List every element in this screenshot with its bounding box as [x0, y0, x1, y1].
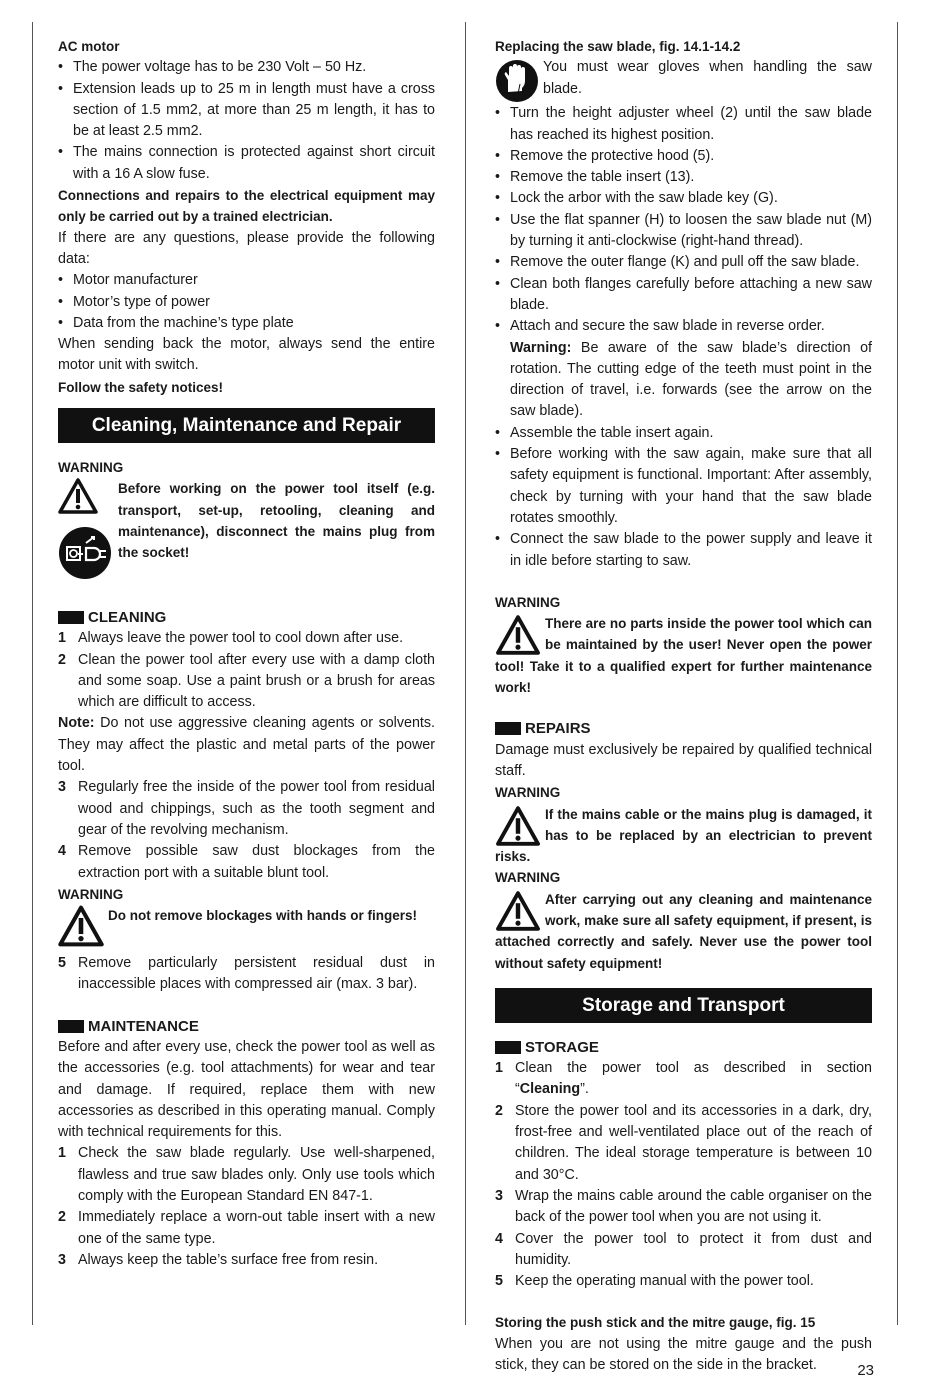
- ac-motor-list: [58, 57, 435, 185]
- cleaning-note: Note: Do not use aggressive cleaning agents or solvents. They may affect the plastic and metal parts of the power tool.: [58, 715, 435, 775]
- questions-intro: If there are any questions, please provide the following data:: [58, 229, 435, 267]
- list-item: • Use the flat spanner (H) to loosen the saw blade nut (M) by turning it anti-clockwise (right-hand thread).: [495, 210, 872, 253]
- unplug-icon: [58, 526, 112, 580]
- list-item: 2 Immediately replace a worn-out table insert with a new one of the same type.: [58, 1209, 435, 1247]
- left-column: [58, 36, 435, 1271]
- right-column: [495, 36, 872, 1376]
- storage-heading: STORAGE: [495, 1037, 872, 1058]
- section-title-cleaning: Cleaning, Maintenance and Repair: [58, 408, 435, 443]
- warning-hands-text: Do not remove blockages with hands or fingers!: [108, 908, 418, 924]
- list-item: 4 Cover the power tool to protect it from dust and humidity.: [495, 1230, 872, 1268]
- repairs-heading: REPAIRS: [495, 718, 872, 739]
- push-stick-text: When you are not using the mitre gauge and the push stick, they can be stored on the side in the bracket.: [495, 1335, 872, 1374]
- follow-safety: Follow the safety notices!: [58, 379, 224, 395]
- list-item: • Assemble the table insert again.: [495, 423, 872, 444]
- ac-motor-heading: AC motor: [58, 39, 120, 54]
- warning-label: WARNING: [58, 886, 124, 902]
- page-number: 23: [857, 1362, 874, 1379]
- list-item: 2 Store the power tool and its accessories in a dark, dry, frost-free and well-ventilated place out of the reach of children. The ideal storage temperature is between 10 and 30°C.: [495, 1102, 872, 1183]
- list-item: • Clean both flanges carefully before attaching a new saw blade.: [495, 274, 872, 317]
- column-rule-left: [32, 22, 33, 1325]
- gloves-note: You must wear gloves when handling the saw blade.: [495, 57, 872, 100]
- maintenance-heading: MAINTENANCE: [58, 1016, 435, 1037]
- list-item: 1 Check the saw blade regularly. Use well-sharpened, flawless and true saw blades only. Only use tools which comply with the European Standard EN 847-1.: [58, 1145, 435, 1205]
- list-item: • Remove the protective hood (5).: [495, 146, 872, 167]
- section-title-storage: Storage and Transport: [495, 988, 872, 1023]
- warning-unplug: [58, 478, 435, 587]
- list-item: 3 Regularly free the inside of the power tool from residual wood and chippings, such as the tooth segment and gear of the revolving mechanism.: [58, 779, 435, 838]
- replace-steps: [495, 103, 872, 572]
- list-item: • Turn the height adjuster wheel (2) until the saw blade has reached its highest position.: [495, 103, 872, 146]
- list-item: 1 Always leave the power tool to cool down after use.: [58, 630, 404, 647]
- warning-hands: [58, 905, 435, 947]
- gloves-icon: [495, 59, 539, 103]
- cleaning-list: [58, 628, 435, 713]
- warning-label: WARNING: [495, 594, 561, 610]
- list-item: • Lock the arbor with the saw blade key (G).: [495, 188, 872, 209]
- warning-triangle-icon: [495, 806, 541, 846]
- list-item: 3 Wrap the mains cable around the cable organiser on the back of the power tool when you are not using it.: [495, 1187, 872, 1226]
- column-rule-right: [897, 22, 898, 1325]
- list-item: • The power voltage has to be 230 Volt – 50 Hz.: [58, 57, 435, 78]
- list-item: • Motor manufacturer: [58, 270, 435, 291]
- list-item: • Before working with the saw again, make sure that all safety equipment is functional. Important: After assembly, check by turning with your hand that the saw blade rotates smoothly.: [495, 444, 872, 529]
- list-item: 5 Remove particularly persistent residual dust in inaccessible places with compressed air (max. 3 bar).: [58, 955, 435, 993]
- list-item: 5 Keep the operating manual with the power tool.: [495, 1273, 814, 1290]
- list-item: 3 Always keep the table’s surface free from resin.: [58, 1251, 379, 1268]
- list-item: • Data from the machine’s type plate: [58, 313, 435, 334]
- repairs-text: Damage must exclusively be repaired by qualified technical staff.: [495, 741, 872, 779]
- column-rule-middle: [465, 22, 466, 1325]
- warning-label: WARNING: [58, 460, 124, 476]
- push-stick-heading: Storing the push stick and the mitre gauge, fig. 15: [495, 1315, 816, 1331]
- electrician-note: Connections and repairs to the electrical equipment may only be carried out by a trained electrician.: [58, 188, 435, 225]
- warning-triangle-icon: [58, 905, 104, 947]
- sending-back-text: When sending back the motor, always send the entire motor unit with switch.: [58, 336, 435, 374]
- list-item: 2 Clean the power tool after every use with a damp cloth and some soap. Use a paint brush or a brush for areas which are difficult to access.: [58, 651, 435, 711]
- warning-triangle-icon: [495, 891, 541, 931]
- cleaning-list-c: [58, 953, 435, 996]
- data-list: [58, 270, 435, 334]
- warning-safety: After carrying out any cleaning and maintenance work, make sure all safety equipment, if present, is attached correctly and safely. Never use the power tool without safety equipment!: [495, 891, 872, 971]
- list-item: • The mains connection is protected against short circuit with a 16 A slow fuse.: [58, 142, 435, 185]
- warning-unplug-text: Before working on the power tool itself (e.g. transport, set-up, retooling, cleaning and maintenance), disconnect the mains plug from the socket!: [118, 481, 435, 561]
- list-item: 4 Remove possible saw dust blockages from the extraction port with a suitable blunt tool.: [58, 843, 435, 881]
- list-item: • Attach and secure the saw blade in reverse order. Warning: Be aware of the saw blade’s direction of rotation. The cutting edge of the teeth must point in the direction of travel, i.e. forwards (see the arrow on the saw blade).: [495, 316, 872, 422]
- list-item: 1 Clean the power tool as described in section “Cleaning”.: [495, 1060, 872, 1098]
- list-item: • Remove the table insert (13).: [495, 167, 872, 188]
- warning-label: WARNING: [495, 785, 561, 801]
- list-item: • Connect the saw blade to the power supply and leave it in idle before starting to saw.: [495, 529, 872, 572]
- cleaning-heading: CLEANING: [58, 607, 435, 628]
- cleaning-list-b: [58, 777, 435, 883]
- warning-cable: If the mains cable or the mains plug is damaged, it has to be replaced by an electrician to prevent risks.: [495, 806, 872, 865]
- storage-list: [495, 1058, 872, 1292]
- maintenance-list: [58, 1143, 435, 1271]
- replacing-heading: Replacing the saw blade, fig. 14.1-14.2: [495, 39, 741, 54]
- list-item: • Extension leads up to 25 m in length must have a cross section of 1.5 mm2, at more than 25 m length, it has to be at least 2.5 mm2.: [58, 79, 435, 143]
- list-item: • Motor’s type of power: [58, 292, 435, 313]
- warning-parts: There are no parts inside the power tool which can be maintained by the user! Never open the power tool! Take it to a qualified expert for further maintenance work!: [495, 616, 872, 696]
- warning-triangle-icon: [495, 615, 541, 655]
- list-item: • Remove the outer flange (K) and pull off the saw blade.: [495, 252, 872, 273]
- warning-label: WARNING: [495, 870, 561, 886]
- maintenance-intro: Before and after every use, check the power tool as well as the accessories (e.g. tool attachments) for wear and tear and damage. If required, replace them with new accessories as described in this operating manual. Comply with technical requirements for this.: [58, 1038, 435, 1141]
- warning-triangle-icon: [58, 478, 98, 514]
